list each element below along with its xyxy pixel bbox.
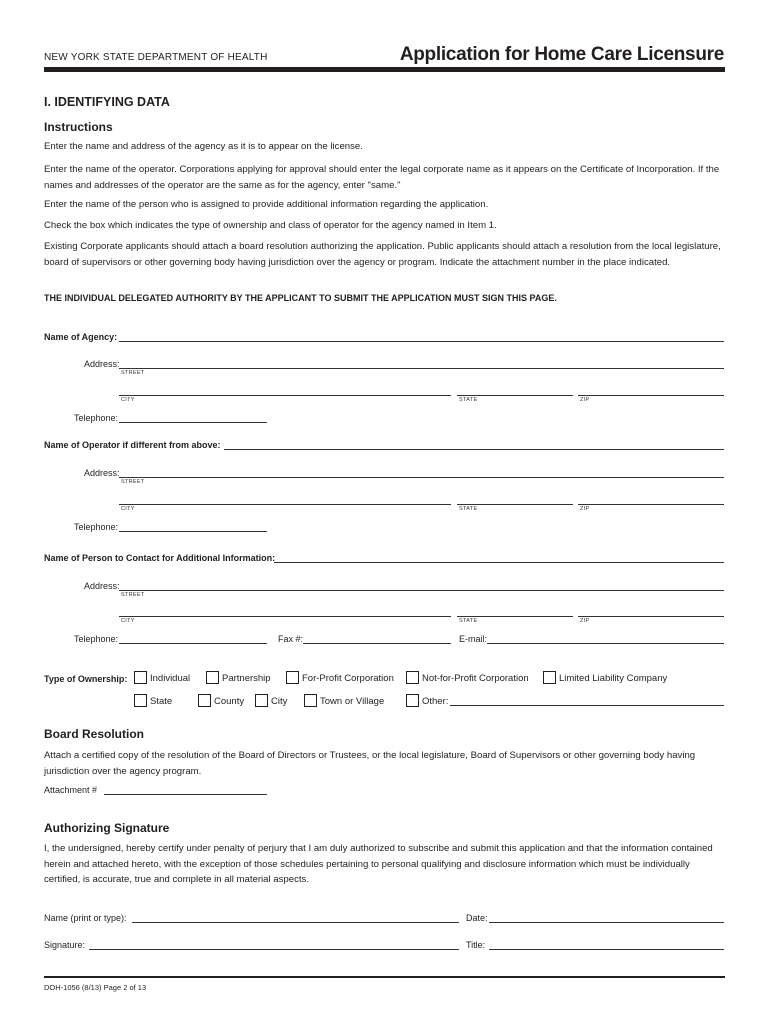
city-label: City [271, 696, 288, 707]
contact-zip-field[interactable] [578, 616, 724, 617]
partnership-checkbox[interactable] [206, 671, 219, 684]
operator-telephone-label: Telephone: [74, 522, 119, 532]
county-checkbox[interactable] [198, 694, 211, 707]
for-profit-corporation-label: For-Profit Corporation [302, 673, 394, 684]
board-resolution-text: Attach a certified copy of the resolution of the Board of Directors or Trustees, or the local legislature, Board of Supervisors or other governing body having jurisdiction over the agency program. [44, 750, 696, 777]
contact-state-field[interactable] [457, 616, 573, 617]
not-for-profit-corporation-checkbox[interactable] [406, 671, 419, 684]
town-or-village-label: Town or Village [320, 696, 385, 707]
agency-state-field[interactable] [457, 395, 573, 396]
signature-field[interactable] [89, 949, 459, 950]
ownership-label: Type of Ownership: [44, 674, 128, 684]
attachment-label: Attachment # [44, 785, 98, 795]
contact-telephone-field[interactable] [119, 643, 267, 644]
section-title: I. IDENTIFYING DATA [44, 95, 170, 109]
state-label: State [150, 696, 173, 707]
date-field[interactable] [489, 922, 724, 923]
for-profit-corporation-checkbox[interactable] [286, 671, 299, 684]
signature-label: Signature: [44, 940, 86, 950]
contact-address-label: Address: [84, 581, 120, 591]
contact-name-field[interactable] [274, 562, 724, 563]
individual-label: Individual [150, 673, 191, 684]
operator-city-field[interactable] [119, 504, 451, 505]
operator-state-field[interactable] [457, 504, 573, 505]
title-field[interactable] [489, 949, 724, 950]
contact-street-field[interactable] [119, 590, 724, 591]
agency-name-label: Name of Agency: [44, 332, 118, 342]
city-checkbox[interactable] [255, 694, 268, 707]
form-number: DOH-1056 (8/13) Page 2 of 13 [44, 983, 147, 992]
attachment-field[interactable] [104, 794, 267, 795]
street-caption: STREET [121, 370, 145, 376]
header-rule [44, 67, 725, 72]
operator-zip-field[interactable] [578, 504, 724, 505]
authorizing-signature-heading: Authorizing Signature [44, 821, 170, 835]
other-label: Other: [422, 696, 449, 707]
board-resolution-heading: Board Resolution [44, 727, 145, 741]
agency-city-field[interactable] [119, 395, 451, 396]
state-caption: STATE [459, 618, 478, 624]
instruction-4: Check the box which indicates the type of ownership and class of operator for the agency named in Item 1. [44, 220, 497, 231]
operator-street-field[interactable] [119, 477, 724, 478]
contact-fax-label: Fax #: [278, 634, 304, 644]
city-caption: CITY [121, 506, 135, 512]
instructions-heading: Instructions [44, 120, 113, 134]
state-caption: STATE [459, 397, 478, 403]
llc-label: Limited Liability Company [559, 673, 668, 684]
individual-checkbox[interactable] [134, 671, 147, 684]
instruction-2: Enter the name of the operator. Corporations applying for approval should enter the legal corporate name as it appears on the Certificate of Incorporation. If the names and addresses of the operator are the same as for the agency, enter "same." [44, 164, 720, 191]
date-label: Date: [466, 913, 488, 923]
name-print-label: Name (print or type): [44, 913, 127, 923]
partnership-label: Partnership [222, 673, 271, 684]
agency-telephone-field[interactable] [119, 422, 267, 423]
agency-telephone-label: Telephone: [74, 413, 119, 423]
form-title: Application for Home Care Licensure [399, 44, 724, 65]
footer-rule [44, 976, 725, 978]
llc-checkbox[interactable] [543, 671, 556, 684]
street-caption: STREET [121, 479, 145, 485]
agency-street-field[interactable] [119, 368, 724, 369]
instruction-5: Existing Corporate applicants should attach a board resolution authorizing the application. Public applicants should attach a resolution from the local legislature, board of supervisors or other governing body having jurisdiction over the agency or program. Indicate the attachment number in the place indicated. [44, 241, 721, 268]
contact-telephone-label: Telephone: [74, 634, 119, 644]
certification-text: I, the undersigned, hereby certify under penalty of perjury that I am duly authorized to subscribe and submit this application and that the information contained herein and attached hereto, with the exception of those schedules pertaining to personal qualifying and disclosure information which must be individually certified, is accurate, true and complete in all material aspects. [44, 843, 713, 885]
contact-email-label: E-mail: [459, 634, 488, 644]
zip-caption: ZIP [580, 618, 590, 624]
zip-caption: ZIP [580, 397, 590, 403]
agency-name-field[interactable] [119, 341, 724, 342]
contact-city-field[interactable] [119, 616, 451, 617]
operator-name-label: Name of Operator if different from above: [44, 440, 221, 450]
city-caption: CITY [121, 397, 135, 403]
operator-telephone-field[interactable] [119, 531, 267, 532]
town-or-village-checkbox[interactable] [304, 694, 317, 707]
other-checkbox[interactable] [406, 694, 419, 707]
zip-caption: ZIP [580, 506, 590, 512]
operator-name-field[interactable] [224, 449, 724, 450]
name-print-field[interactable] [132, 922, 459, 923]
street-caption: STREET [121, 592, 145, 598]
title-label: Title: [466, 940, 486, 950]
agency-address-label: Address: [84, 359, 120, 369]
signature-requirement-note: THE INDIVIDUAL DELEGATED AUTHORITY BY THE APPLICANT TO SUBMIT THE APPLICATION MUST SIGN THIS PAGE. [44, 293, 557, 303]
county-label: County [214, 696, 245, 707]
contact-email-field[interactable] [487, 643, 724, 644]
contact-fax-field[interactable] [303, 643, 451, 644]
instruction-1: Enter the name and address of the agency as it is to appear on the license. [44, 141, 363, 152]
instruction-3: Enter the name of the person who is assigned to provide additional information regarding the application. [44, 199, 489, 210]
not-for-profit-corporation-label: Not-for-Profit Corporation [422, 673, 529, 684]
state-checkbox[interactable] [134, 694, 147, 707]
department-name: NEW YORK STATE DEPARTMENT OF HEALTH [44, 52, 268, 63]
contact-name-label: Name of Person to Contact for Additional Information: [44, 553, 276, 563]
agency-zip-field[interactable] [578, 395, 724, 396]
city-caption: CITY [121, 618, 135, 624]
state-caption: STATE [459, 506, 478, 512]
other-field[interactable] [450, 705, 724, 706]
operator-address-label: Address: [84, 468, 120, 478]
